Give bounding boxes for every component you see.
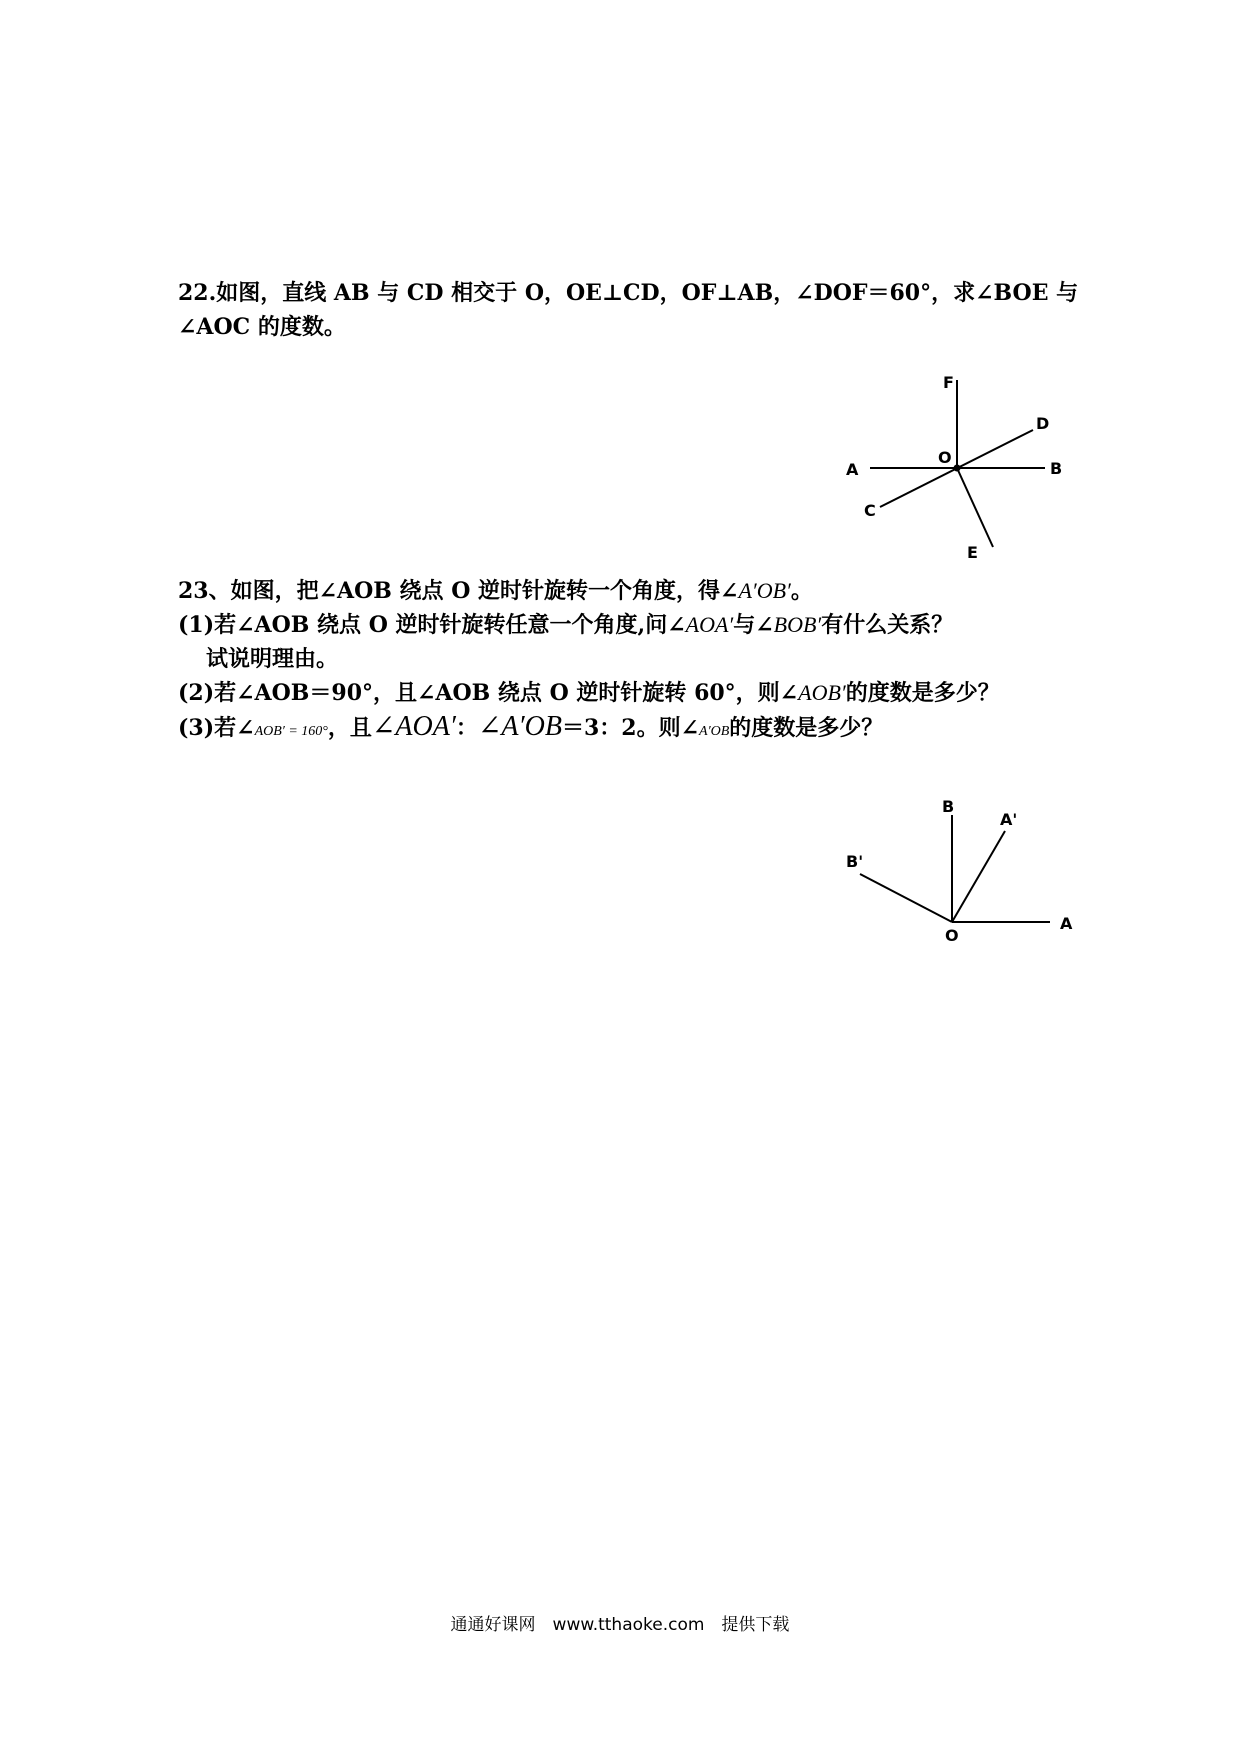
angle-a-prime-ob: A′OB: [699, 724, 730, 739]
figure-23: [840, 795, 1080, 945]
label-b-prime: B': [846, 852, 864, 871]
label-c: C: [864, 501, 876, 520]
part-1-text-b: 与∠: [733, 612, 774, 638]
label-a: A: [846, 460, 859, 479]
part-1: [178, 608, 1078, 642]
question-23: [178, 574, 1078, 749]
label-b: B: [1050, 459, 1063, 478]
ray-oe: [957, 468, 993, 547]
part-3-text-e: 的度数是多少？: [729, 715, 884, 741]
label-d: D: [1036, 414, 1050, 433]
figure-22: [840, 375, 1080, 565]
question-22-line-2: ∠AOC 的度数。: [178, 314, 346, 340]
angle-a-prime-o-b-prime: A′OB′: [738, 578, 791, 603]
part-2-text-b: 的度数是多少？: [845, 680, 1000, 706]
ray-oa-prime: [952, 831, 1005, 922]
question-22: [178, 276, 1078, 344]
part-1-text-a: (1)若∠AOB 绕点 O 逆时针旋转任意一个角度,问∠: [178, 612, 686, 638]
label-a-prime: A': [1000, 810, 1018, 829]
angle-bob-prime: BOB′: [773, 612, 822, 637]
intro-text: 23、如图，把∠AOB 绕点 O 逆时针旋转一个角度，得∠: [178, 578, 739, 604]
angle-aoa-prime-ratio: ∠AOA′: [371, 711, 456, 742]
part-3-colon: ：: [455, 715, 478, 741]
part-3: [178, 710, 1078, 749]
label-b: B: [942, 797, 955, 816]
question-23-intro: [178, 574, 1078, 608]
part-2-text-a: (2)若∠AOB＝90°，且∠AOB 绕点 O 逆时针旋转 60°，则∠: [178, 680, 799, 706]
part-3-text-a: (3)若∠: [178, 715, 255, 741]
label-o: O: [938, 448, 952, 467]
angle-aob-prime-value: AOB′ = 160°: [254, 724, 328, 739]
question-22-line-1: 22.如图，直线 AB 与 CD 相交于 O，OE⊥CD，OF⊥AB，∠DOF＝60°，求∠BOE 与: [178, 280, 1079, 306]
label-e: E: [967, 543, 978, 562]
intro-end: 。: [790, 578, 813, 604]
angle-a-prime-ob-ratio: ∠A′OB: [477, 711, 562, 742]
part-2: [178, 676, 1078, 710]
part-1-line-2: 试说明理由。: [206, 646, 339, 672]
point-o: [954, 465, 961, 472]
label-a: A: [1060, 914, 1073, 933]
part-1-text-c: 有什么关系？: [821, 612, 954, 638]
label-o: O: [945, 926, 959, 945]
angle-aoa-prime: AOA′: [685, 612, 734, 637]
part-3-text-b: ，且: [327, 715, 372, 741]
ray-ob-prime: [860, 874, 952, 922]
part-3-text-d: ＝3：2。则∠: [561, 715, 700, 741]
angle-aob-prime: AOB′: [798, 680, 846, 705]
label-f: F: [943, 375, 954, 392]
page-footer: 通通好课网 www.tthaoke.com 提供下载: [450, 1615, 790, 1635]
